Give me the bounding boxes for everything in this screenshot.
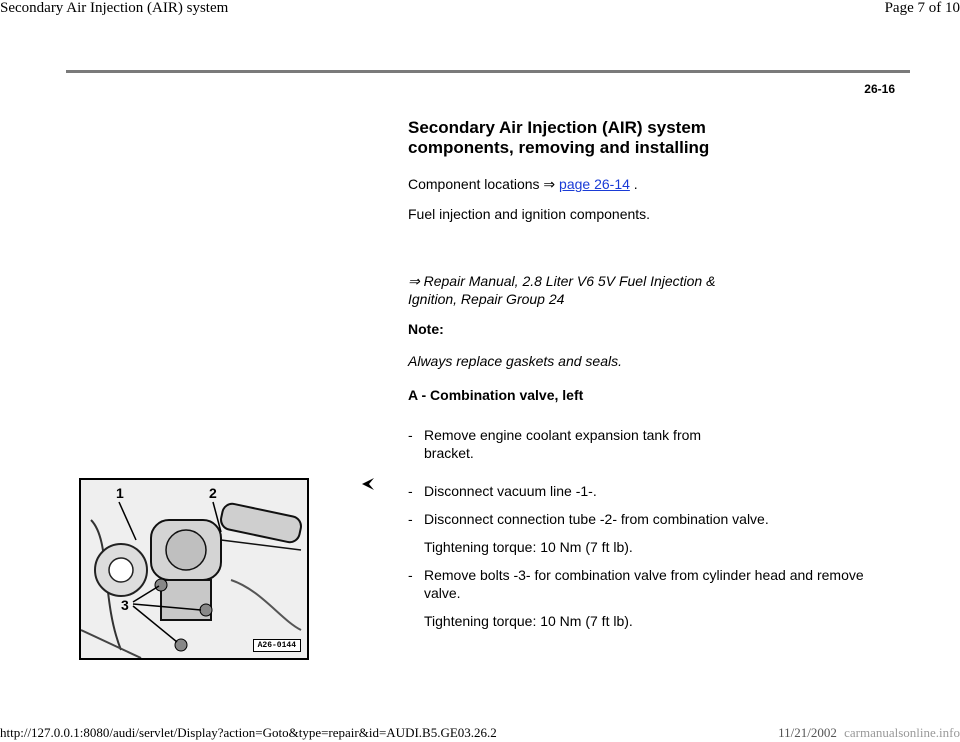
step-dash: -: [408, 567, 413, 583]
step-dash: -: [408, 511, 413, 527]
document-title: Secondary Air Injection (AIR) system: [0, 0, 229, 16]
step-dash: [408, 538, 424, 556]
callout-2: 2: [209, 485, 217, 501]
step-text: Disconnect vacuum line -1-.: [424, 483, 597, 499]
figure-code: A26-0144: [253, 639, 301, 652]
step-dash: -: [408, 483, 413, 499]
list-item: [408, 426, 718, 462]
note-label: Note:: [408, 321, 444, 337]
fuel-injection-text: Fuel injection and ignition components.: [408, 206, 651, 222]
step-text: Tightening torque: 10 Nm (7 ft lb).: [424, 539, 633, 555]
callout-3: 3: [121, 597, 129, 613]
component-locations-prefix: Component locations ⇒: [408, 176, 560, 192]
list-item: [408, 566, 888, 602]
page-code: 26-16: [864, 82, 895, 96]
footer-watermark: carmanualsonline.info: [844, 725, 960, 740]
note-text: Always replace gaskets and seals.: [408, 353, 622, 369]
list-item: [408, 538, 908, 556]
component-locations-line: [408, 175, 638, 193]
list-item: [408, 482, 908, 500]
part-heading: A - Combination valve, left: [408, 387, 584, 403]
footer-date: [778, 725, 960, 741]
component-locations-suffix: .: [629, 176, 638, 192]
repair-manual-reference: ⇒ Repair Manual, 2.8 Liter V6 5V Fuel Injection & Ignition, Repair Group 24: [408, 273, 716, 307]
step-dash: -: [408, 427, 413, 443]
step-text: Tightening torque: 10 Nm (7 ft lb).: [424, 613, 633, 629]
engine-figure: [79, 478, 309, 660]
callout-1: 1: [116, 485, 124, 501]
footer-date-text: 11/21/2002: [778, 725, 837, 740]
step-text: Remove bolts -3- for combination valve from cylinder head and remove valve.: [424, 567, 864, 601]
footer-url: http://127.0.0.1:8080/audi/servlet/Display?action=Goto&type=repair&id=AUDI.B5.GE03.26.2: [0, 725, 497, 740]
step-text: Disconnect connection tube -2- from combination valve.: [424, 511, 769, 527]
list-item: [408, 510, 908, 528]
list-item: [408, 612, 908, 630]
step-text: Remove engine coolant expansion tank from bracket.: [424, 427, 702, 461]
step-dash: [408, 612, 424, 630]
page-indicator: Page 7 of 10: [884, 0, 960, 16]
section-title: Secondary Air Injection (AIR) system components, removing and installing: [408, 118, 710, 157]
combination-valve-illustration: [81, 480, 307, 658]
page-link[interactable]: page 26-14: [559, 176, 630, 192]
step-list-figure: [408, 482, 908, 630]
step-list-top: [408, 426, 718, 462]
top-divider: [66, 70, 910, 73]
figure-pointer-icon: [360, 476, 376, 492]
